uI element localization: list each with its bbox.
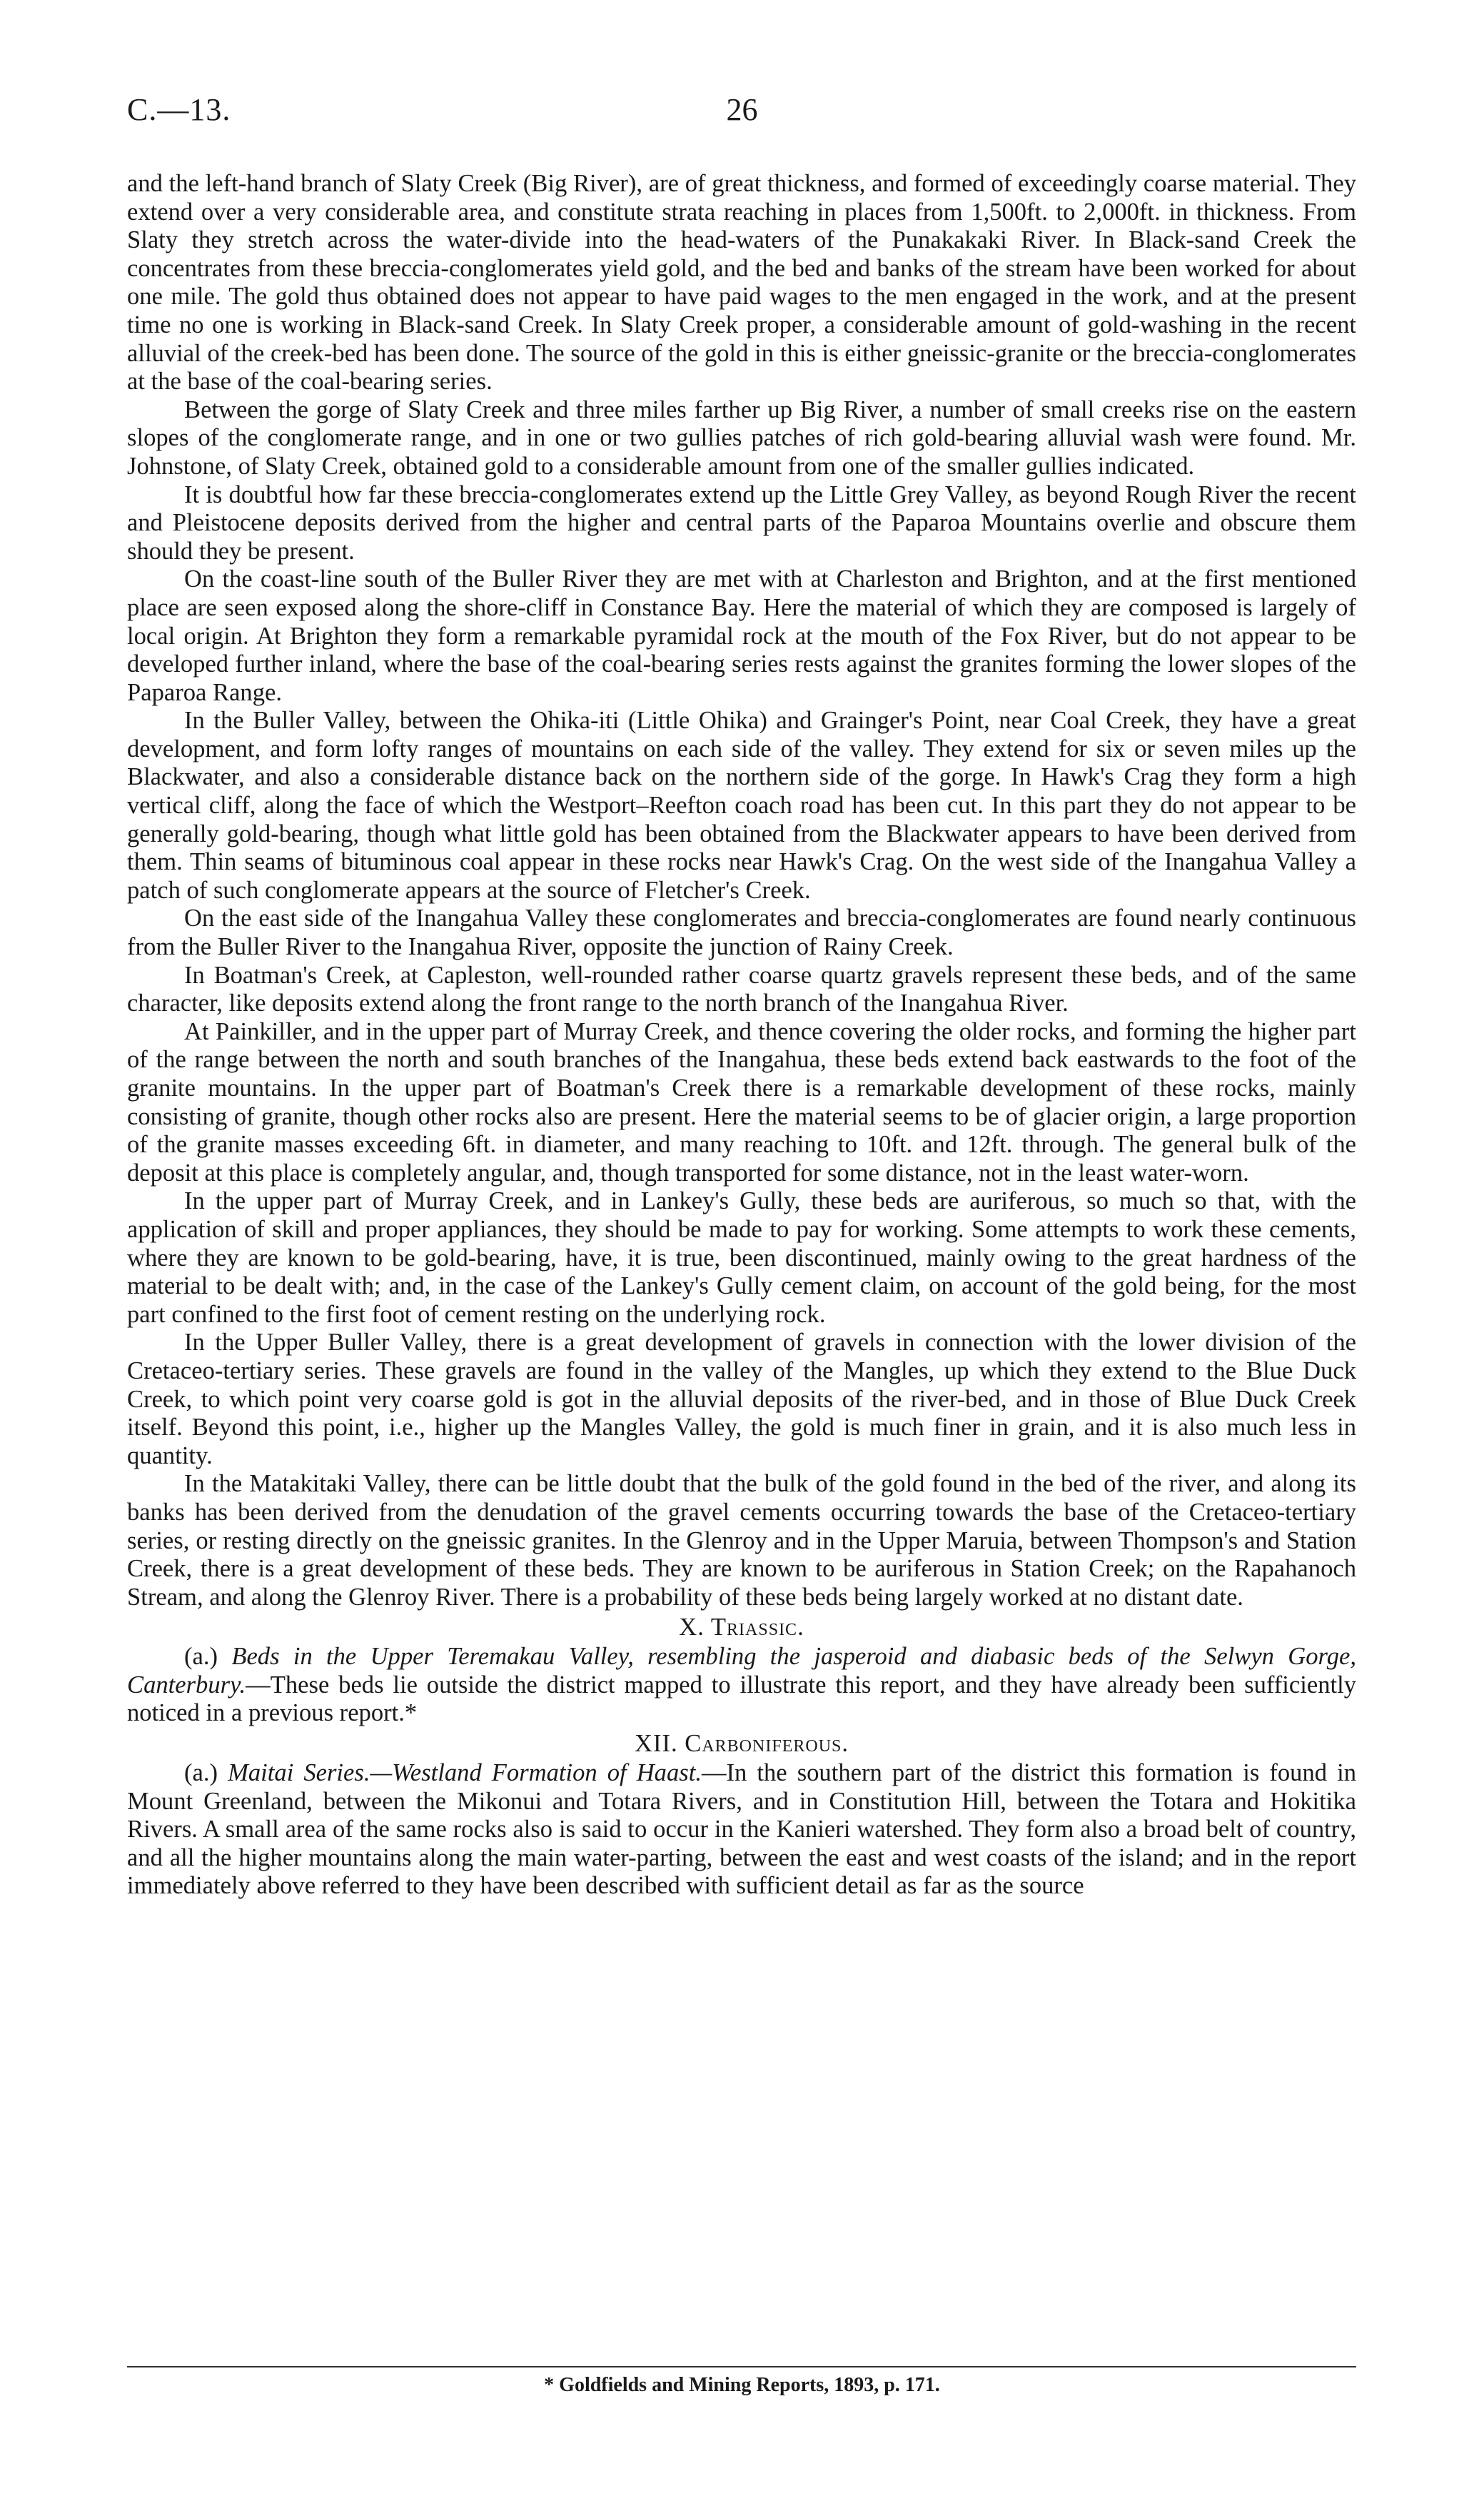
footnote-divider xyxy=(127,2366,1356,2367)
section-heading-carboniferous: XII. Carboniferous. xyxy=(634,1730,849,1758)
page-number: 26 xyxy=(726,92,758,127)
paragraph: In the upper part of Murray Creek, and in Lankey's Gully, these beds are auriferous, so much so that, with the application of skill and proper appliances, they should be made to pay for working. Some attempts to work these cements, where they are known to be gold-bearing, have, it is true, been discontinued, mainly owing to the great hardness of the material to be dealt with; and, in the case of the Lankey's Gully cement claim, on account of the gold being, for the most part confined to the first foot of cement resting on the underlying rock. xyxy=(127,1187,1356,1328)
section-item-triassic xyxy=(127,1643,1356,1728)
paragraph: It is doubtful how far these breccia-conglomerates extend up the Little Grey Valley, as beyond Rough River the recent and Pleistocene deposits derived from the higher and central parts of the Paparoa Mountains overlie and obscure them should they be present. xyxy=(127,480,1356,565)
item-title: Maitai Series.—Westland Formation of Haast. xyxy=(228,1759,702,1787)
paragraph: and the left-hand branch of Slaty Creek (Big River), are of great thickness, and formed of exceedingly coarse material. They extend over a very considerable area, and constitute strata reaching in places from 1,500ft. to 2,000ft. in thickness. From Slaty they stretch across the water-divide into the head-waters of the Punakakaki River. In Black-sand Creek the concentrates from these breccia-conglomerates yield gold, and the bed and banks of the stream have been worked for about one mile. The gold thus obtained does not appear to have paid wages to the men engaged in the work, and at the present time no one is working in Black-sand Creek. In Slaty Creek proper, a considerable amount of gold-washing in the recent alluvial of the creek-bed has been done. The source of the gold in this is either gneissic-granite or the breccia-conglomerates at the base of the coal-bearing series. xyxy=(127,170,1356,396)
section-item-carboniferous xyxy=(127,1759,1356,1901)
paragraph: In the Upper Buller Valley, there is a great development of gravels in connection with the lower division of the Cretaceo-tertiary series. These gravels are found in the valley of the Mangles, up which they extend to the Blue Duck Creek, to which point very coarse gold is got in the alluvial deposits of the river-bed, and in those of Blue Duck Creek itself. Beyond this point, i.e., higher up the Mangles Valley, the gold is much finer in grain, and it is also much less in quantity. xyxy=(127,1329,1356,1469)
paragraph: In Boatman's Creek, at Capleston, well-rounded rather coarse quartz gravels represent these beds, and of the same character, like deposits extend along the front range to the north branch of the Inangahua River. xyxy=(127,961,1356,1017)
section-heading-triassic: X. Triassic. xyxy=(679,1614,804,1641)
item-text: —These beds lie outside the district mapped to illustrate this report, and they have already been sufficiently noticed in a previous report.* xyxy=(127,1671,1356,1727)
item-label: (a.) xyxy=(184,1643,218,1671)
item-label: (a.) xyxy=(184,1759,218,1787)
item-title: Beds in the Upper Teremakau Valley, resembling the jasperoid and diabasic beds of the Selwyn Gorge, Canterbury. xyxy=(127,1643,1356,1699)
paragraph: On the east side of the Inangahua Valley these conglomerates and breccia-conglomerates are found nearly continuous from the Buller River to the Inangahua River, opposite the junction of Rainy Creek. xyxy=(127,905,1356,961)
paragraph: In the Matakitaki Valley, there can be little doubt that the bulk of the gold found in the bed of the river, and along its banks has been derived from the denudation of the gravel cements occurring towards the base of the Cretaceo-tertiary series, or resting directly on the gneissic granites. In the Glenroy and in the Upper Maruia, between Thompson's and Station Creek, there is a great development of these beds. They are known to be auriferous in Station Creek; on the Rapahanoch Stream, and along the Glenroy River. There is a probability of these beds being largely worked at no distant date. xyxy=(127,1470,1356,1611)
paragraph: Between the gorge of Slaty Creek and three miles farther up Big River, a number of small creeks rise on the eastern slopes of the conglomerate range, and in one or two gullies patches of rich gold-bearing alluvial wash were found. Mr. Johnstone, of Slaty Creek, obtained gold to a considerable amount from one of the smaller gullies indicated. xyxy=(127,396,1356,480)
item-text: —In the southern part of the district this formation is found in Mount Greenland, between the Mikonui and Totara Rivers, and in Constitution Hill, between the Totara and Hokitika Rivers. A small area of the same rocks also is said to occur in the Kanieri watershed. They form also a broad belt of country, and all the higher mountains along the main water-parting, between the east and west coasts of the island; and in the report immediately above referred to they have been described with sufficient detail as far as the source xyxy=(127,1759,1356,1900)
footnote: * Goldfields and Mining Reports, 1893, p. 171. xyxy=(544,2374,940,2396)
paragraph: On the coast-line south of the Buller River they are met with at Charleston and Brighton, and at the first mentioned place are seen exposed along the shore-cliff in Constance Bay. Here the material of which they are composed is largely of local origin. At Brighton they form a remarkable pyramidal rock at the mouth of the Fox River, but do not appear to be developed further inland, where the base of the coal-bearing series rests against the granites forming the lower slopes of the Paparoa Range. xyxy=(127,565,1356,706)
paragraph: In the Buller Valley, between the Ohika-iti (Little Ohika) and Grainger's Point, near Coal Creek, they have a great development, and form lofty ranges of mountains on each side of the valley. They extend for six or seven miles up the Blackwater, and also a considerable distance back on the northern side of the gorge. In Hawk's Crag they form a high vertical cliff, along the face of which the Westport–Reefton coach road has been cut. In this part they do not appear to be generally gold-bearing, though what little gold has been obtained from the Blackwater appears to have been derived from them. Thin seams of bituminous coal appear in these rocks near Hawk's Crag. On the west side of the Inangahua Valley a patch of such conglomerate appears at the source of Fletcher's Creek. xyxy=(127,707,1356,904)
report-reference: C.—13. xyxy=(127,92,231,127)
paragraph: At Painkiller, and in the upper part of Murray Creek, and thence covering the older rocks, and forming the higher part of the range between the north and south branches of the Inangahua, these beds extend back eastwards to the foot of the granite mountains. In the upper part of Boatman's Creek there is a remarkable development of these rocks, mainly consisting of granite, though other rocks also are present. Here the material seems to be of glacier origin, a large proportion of the granite masses exceeding 6ft. in diameter, and many reaching to 10ft. and 12ft. through. The general bulk of the deposit at this place is completely angular, and, though transported for some distance, not in the least water-worn. xyxy=(127,1017,1356,1187)
body-text xyxy=(127,170,1356,1901)
